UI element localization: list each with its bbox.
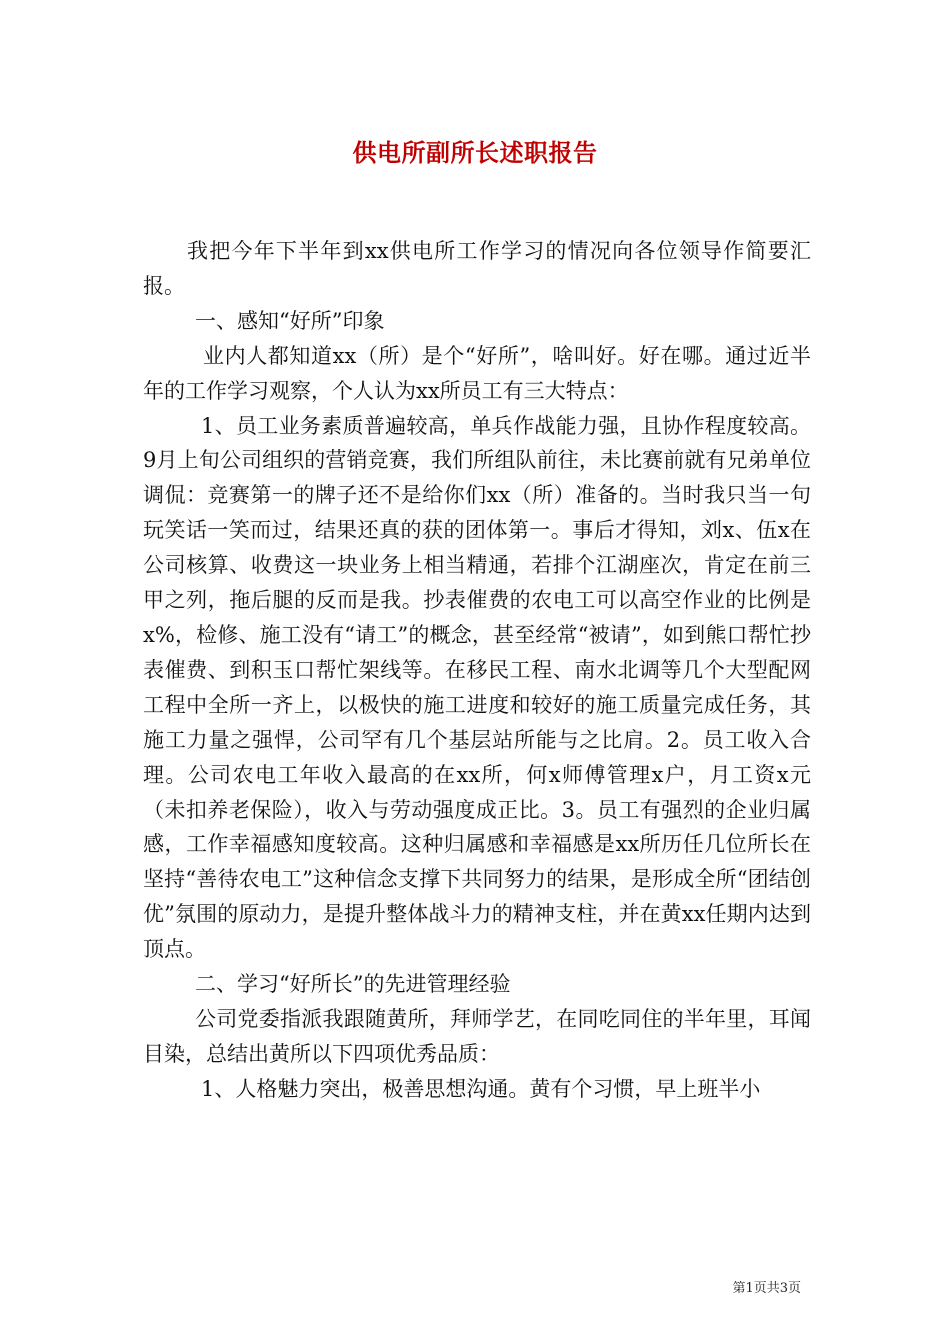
paragraph-section-1-points: 1、员工业务素质普遍较高，单兵作战能力强，且协作程度较高。9月上旬公司组织的营销竞赛，我们所组队前往，未比赛前就有兄弟单位调侃：竞赛第一的牌子还不是给你们xx（所）准备的。当时我只当一句玩笑话一笑而过，结果还真的获的团体第一。事后才得知，刘x、伍x在公司核算、收费这一块业务上相当精通，若排个江湖座次，肯定在前三甲之列，拖后腿的反而是我。抄表催费的农电工可以高空作业的比例是x%，检修、施工没有“请工”的概念，甚至经常“被请”，如到熊口帮忙抄表催费、到积玉口帮忙架线等。在移民工程、南水北调等几个大型配网工程中全所一齐上，以极快的施工进度和较好的施工质量完成任务，其施工力量之强悍，公司罕有几个基层站所能与之比肩。2。员工收入合理。公司农电工年收入最高的在xx所，何x师傅管理x户，月工资x元（未扣养老保险），收入与劳动强度成正比。3。员工有强烈的企业归属感，工作幸福感知度较高。这种归属感和幸福感是xx所历任几位所长在坚持“善待农电工”这种信念支撑下共同努力的结果，是形成全所“团结创优”氛围的原动力，是提升整体战斗力的精神支柱，并在黄xx任期内达到顶点。 — [143, 413, 811, 962]
section-heading-2: 二、学习“好所长”的先进管理经验 — [195, 972, 511, 997]
paragraph-section-2-intro: 公司党委指派我跟随黄所，拜师学艺，在同吃同住的半年里，耳闻目染，总结出黄所以下四项优秀品质： — [143, 1006, 811, 1066]
paragraph-section-1-intro: 业内人都知道xx（所）是个“好所”，啥叫好。好在哪。通过近半年的工作学习观察，个人认为xx所员工有三大特点： — [143, 343, 811, 403]
section-heading-1: 一、感知“好所”印象 — [195, 308, 385, 333]
paragraph-section-2-point-1: 1、人格魅力突出，极善思想沟通。黄有个习惯，早上班半小 — [201, 1076, 761, 1101]
page-number: 第1页共3页 — [732, 1281, 801, 1296]
document-body — [143, 234, 811, 1107]
document-title: 供电所副所长述职报告 — [352, 139, 598, 167]
paragraph-intro: 我把今年下半年到xx供电所工作学习的情况向各位领导作简要汇报。 — [143, 239, 811, 298]
